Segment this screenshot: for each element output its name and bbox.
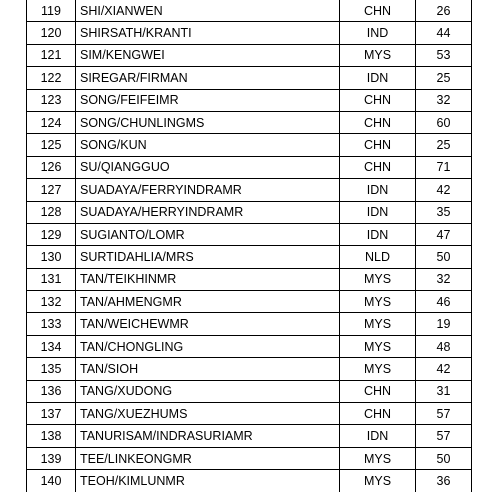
table-row: [27, 179, 472, 201]
passenger-name-cell: SURTIDAHLIA/MRS: [76, 246, 340, 268]
age-cell: 44: [416, 22, 472, 44]
country-code-cell: IDN: [340, 201, 416, 223]
row-number-cell: 127: [27, 179, 76, 201]
passenger-name-cell: SONG/KUN: [76, 134, 340, 156]
passenger-name-cell: SUADAYA/FERRYINDRAMR: [76, 179, 340, 201]
country-code-cell: IDN: [340, 67, 416, 89]
table-row: [27, 22, 472, 44]
passenger-name-cell: SHI/XIANWEN: [76, 0, 340, 22]
country-code-cell: IDN: [340, 179, 416, 201]
row-number-cell: 121: [27, 44, 76, 66]
row-number-cell: 134: [27, 335, 76, 357]
row-number-cell: 119: [27, 0, 76, 22]
age-cell: 50: [416, 447, 472, 469]
row-number-cell: 140: [27, 470, 76, 492]
country-code-cell: IDN: [340, 425, 416, 447]
country-code-cell: NLD: [340, 246, 416, 268]
age-cell: 71: [416, 156, 472, 178]
table-row: [27, 447, 472, 469]
country-code-cell: MYS: [340, 291, 416, 313]
passenger-name-cell: TAN/SIOH: [76, 358, 340, 380]
row-number-cell: 122: [27, 67, 76, 89]
passenger-name-cell: SU/QIANGGUO: [76, 156, 340, 178]
table-row: [27, 201, 472, 223]
table-row: [27, 268, 472, 290]
table-row: [27, 291, 472, 313]
country-code-cell: MYS: [340, 268, 416, 290]
country-code-cell: CHN: [340, 134, 416, 156]
passenger-name-cell: SHIRSATH/KRANTI: [76, 22, 340, 44]
table-row: [27, 0, 472, 22]
passenger-name-cell: SONG/FEIFEIMR: [76, 89, 340, 111]
row-number-cell: 137: [27, 403, 76, 425]
country-code-cell: MYS: [340, 447, 416, 469]
table-row: [27, 246, 472, 268]
age-cell: 48: [416, 335, 472, 357]
passenger-name-cell: TANG/XUDONG: [76, 380, 340, 402]
age-cell: 42: [416, 179, 472, 201]
country-code-cell: MYS: [340, 470, 416, 492]
country-code-cell: MYS: [340, 44, 416, 66]
table-row: [27, 134, 472, 156]
table-row: [27, 44, 472, 66]
age-cell: 46: [416, 291, 472, 313]
age-cell: 50: [416, 246, 472, 268]
table-row: [27, 313, 472, 335]
age-cell: 57: [416, 425, 472, 447]
country-code-cell: IND: [340, 22, 416, 44]
passenger-name-cell: TEE/LINKEONGMR: [76, 447, 340, 469]
passenger-name-cell: TEOH/KIMLUNMR: [76, 470, 340, 492]
row-number-cell: 126: [27, 156, 76, 178]
passenger-name-cell: SUGIANTO/LOMR: [76, 223, 340, 245]
row-number-cell: 123: [27, 89, 76, 111]
passenger-name-cell: TANURISAM/INDRASURIAMR: [76, 425, 340, 447]
country-code-cell: IDN: [340, 223, 416, 245]
passenger-name-cell: TAN/CHONGLING: [76, 335, 340, 357]
passenger-name-cell: SIM/KENGWEI: [76, 44, 340, 66]
passenger-name-cell: TAN/AHMENGMR: [76, 291, 340, 313]
country-code-cell: CHN: [340, 89, 416, 111]
age-cell: 35: [416, 201, 472, 223]
table-row: [27, 358, 472, 380]
row-number-cell: 129: [27, 223, 76, 245]
row-number-cell: 125: [27, 134, 76, 156]
country-code-cell: CHN: [340, 156, 416, 178]
row-number-cell: 132: [27, 291, 76, 313]
table-row: [27, 403, 472, 425]
age-cell: 60: [416, 111, 472, 133]
country-code-cell: CHN: [340, 403, 416, 425]
table-row: [27, 335, 472, 357]
age-cell: 32: [416, 268, 472, 290]
table-row: [27, 380, 472, 402]
passenger-name-cell: SONG/CHUNLINGMS: [76, 111, 340, 133]
age-cell: 42: [416, 358, 472, 380]
row-number-cell: 120: [27, 22, 76, 44]
age-cell: 19: [416, 313, 472, 335]
row-number-cell: 124: [27, 111, 76, 133]
passenger-name-cell: TANG/XUEZHUMS: [76, 403, 340, 425]
table-row: [27, 223, 472, 245]
passenger-name-cell: TAN/WEICHEWMR: [76, 313, 340, 335]
table-row: [27, 89, 472, 111]
passenger-name-cell: TAN/TEIKHINMR: [76, 268, 340, 290]
country-code-cell: MYS: [340, 335, 416, 357]
row-number-cell: 139: [27, 447, 76, 469]
passenger-name-cell: SIREGAR/FIRMAN: [76, 67, 340, 89]
country-code-cell: CHN: [340, 380, 416, 402]
row-number-cell: 138: [27, 425, 76, 447]
age-cell: 57: [416, 403, 472, 425]
age-cell: 31: [416, 380, 472, 402]
row-number-cell: 130: [27, 246, 76, 268]
passenger-table: [26, 0, 472, 492]
country-code-cell: CHN: [340, 0, 416, 22]
country-code-cell: CHN: [340, 111, 416, 133]
age-cell: 36: [416, 470, 472, 492]
age-cell: 47: [416, 223, 472, 245]
age-cell: 53: [416, 44, 472, 66]
row-number-cell: 135: [27, 358, 76, 380]
row-number-cell: 131: [27, 268, 76, 290]
passenger-name-cell: SUADAYA/HERRYINDRAMR: [76, 201, 340, 223]
country-code-cell: MYS: [340, 358, 416, 380]
passenger-table-body: [27, 0, 472, 492]
table-row: [27, 111, 472, 133]
age-cell: 25: [416, 134, 472, 156]
row-number-cell: 133: [27, 313, 76, 335]
table-row: [27, 67, 472, 89]
table-row: [27, 470, 472, 492]
row-number-cell: 136: [27, 380, 76, 402]
country-code-cell: MYS: [340, 313, 416, 335]
age-cell: 26: [416, 0, 472, 22]
row-number-cell: 128: [27, 201, 76, 223]
table-row: [27, 425, 472, 447]
age-cell: 32: [416, 89, 472, 111]
table-row: [27, 156, 472, 178]
age-cell: 25: [416, 67, 472, 89]
